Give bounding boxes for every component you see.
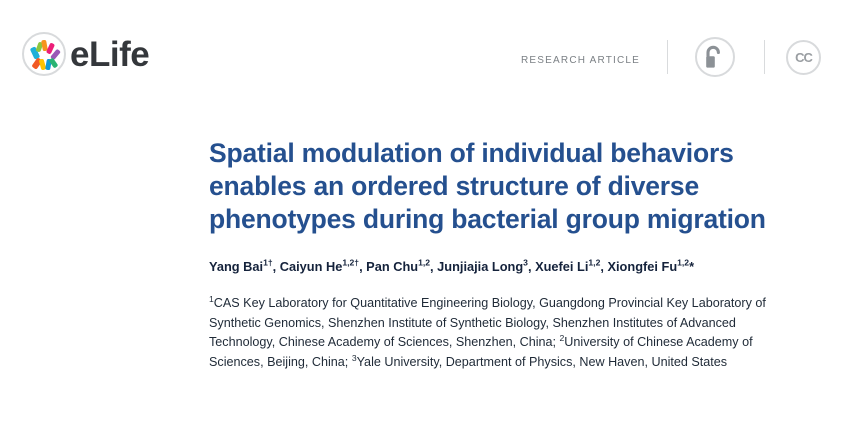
header-divider-1 bbox=[667, 40, 668, 74]
article-type-label: RESEARCH ARTICLE bbox=[521, 55, 641, 66]
creative-commons-label: CC bbox=[795, 50, 812, 65]
page-title: Spatial modulation of individual behaviors enables an ordered structure of diverse phenotypes during bacterial group migration bbox=[209, 138, 766, 234]
creative-commons-icon[interactable] bbox=[786, 40, 821, 75]
affiliation-list: $^1$CAS Key Laboratory for Quantitative Engineering Biology, Guangdong Provincial Key Laboratory of Synthetic Genomics, Shenzhen Institute of Synthetic Biology, Shenzhen Institutes of Advanced Technology, Chinese Academy of Sciences, Shenzhen, China; $^2$University of Chinese Academy of Sciences, Beijing, China; $^3$Yale University, Department of Physics, New Haven, United States bbox=[209, 293, 766, 369]
open-lock-icon bbox=[704, 45, 726, 69]
author-list: Yang Bai$^{1\dagger}$, Caiyun $He^{1,2\dagger}$, Pan Chu$^{1,2}$, Junjiajia Long$^3$, Xuefei Li$^{1,2}$, Xiongfei Fu$^{1,2}$* bbox=[209, 257, 695, 274]
elife-logo-text: eLife bbox=[70, 34, 150, 74]
elife-logo-icon bbox=[22, 32, 66, 76]
site-header bbox=[0, 0, 849, 100]
elife-logo[interactable] bbox=[22, 32, 149, 76]
header-divider-2 bbox=[764, 40, 765, 74]
article-header-block bbox=[209, 137, 809, 372]
open-access-icon[interactable] bbox=[695, 37, 735, 77]
